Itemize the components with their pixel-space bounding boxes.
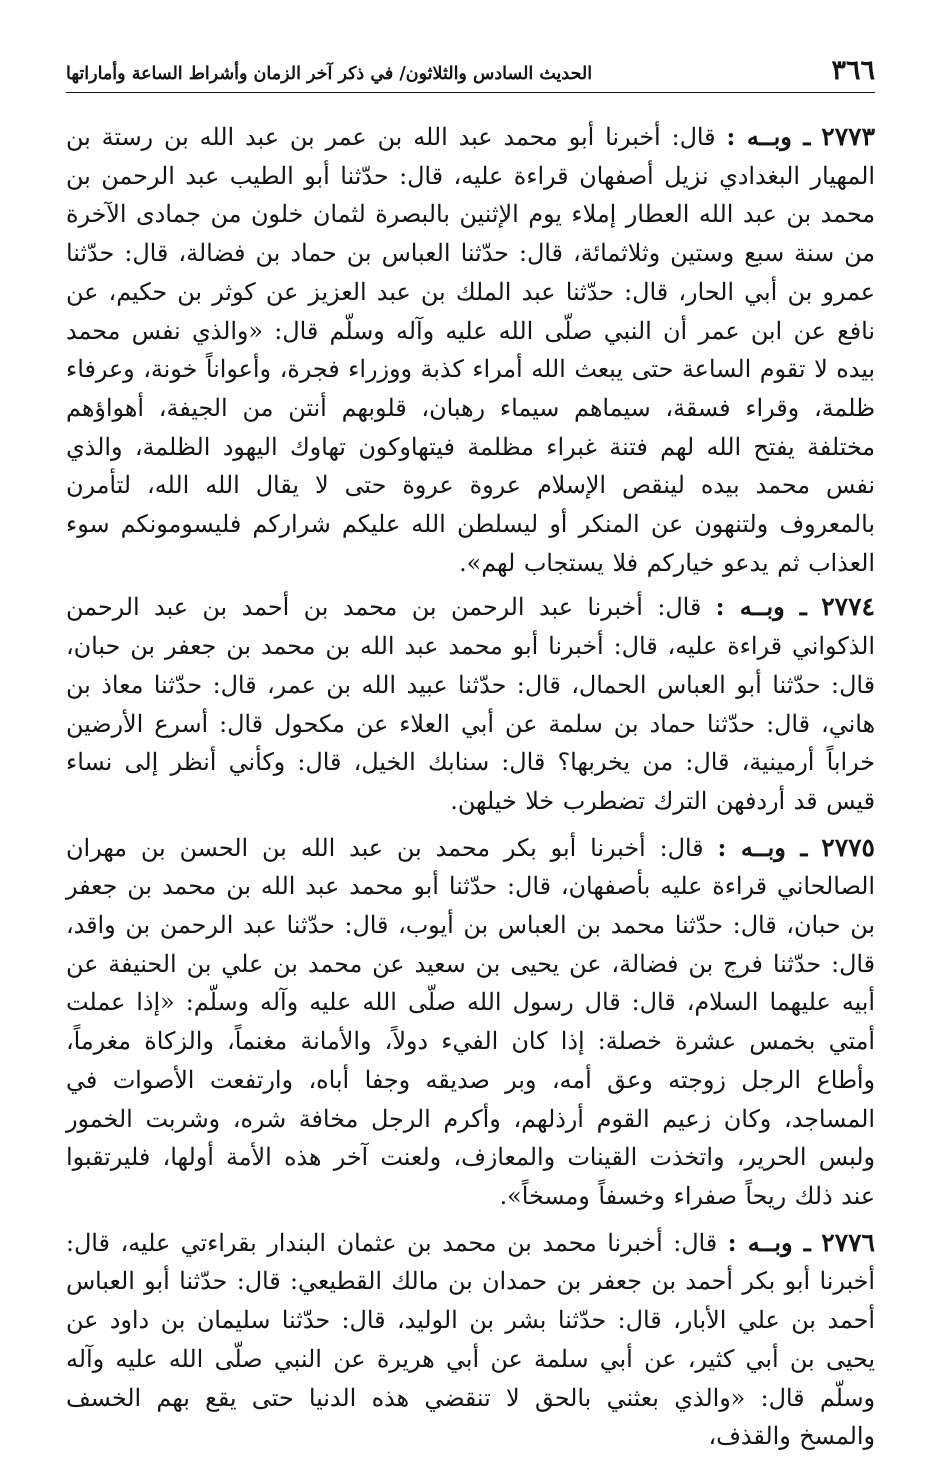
hadith-number: ٢٧٧٣ [821, 122, 875, 151]
hadith-number: ٢٧٧٤ [821, 592, 875, 622]
entry-lead: ـ وبــه : [727, 1228, 811, 1257]
entry-lead: ـ وبــه : [726, 123, 811, 151]
running-title: الحديث السادس والثلاثون/ في ذكر آخر الزمان وأشراط الساعة وأماراتها [66, 64, 593, 84]
entry-paragraph [66, 118, 875, 582]
entry-text: قال: أخبرنا عبد الرحمن بن محمد بن أحمد بن عبد الرحمن الذكواني قراءة عليه، قال: أخبرنا أبو محمد عبد الله بن محمد بن جعفر بن حبان، قال: حدّثنا أبو العباس الحمال، قال: حدّثنا عبيد الله بن عمر، قال: حدّثنا معاذ بن هاني، قال: حدّثنا حماد بن سلمة عن أبي العلاء عن مكحول قال: أسرع الأرضين خراباً أرمينية، قال: من يخربها؟ قال: سنابك الخيل، قال: وكأني أنظر إلى نساء قيس قد أردفهن الترك تضطرب خلا خيلهن. [66, 593, 875, 815]
hadith-entry [66, 118, 875, 582]
hadith-entry [66, 588, 875, 820]
hadith-number: ٢٧٧٦ [821, 1227, 875, 1257]
page-header [66, 52, 875, 93]
entry-lead: ـ وبــه : [717, 833, 808, 862]
entry-paragraph [66, 829, 875, 1216]
hadith-entry [66, 1224, 875, 1456]
entry-paragraph [66, 588, 875, 820]
entry-lead: ـ وبــه : [715, 593, 807, 622]
entry-text: قال: أخبرنا أبو محمد عبد الله بن عمر بن عبد الله بن رستة بن المهيار البغدادي نزيل أصفهان قراءة عليه، قال: حدّثنا أبو الطيب عبد الرحمن بن محمد بن عبد الله العطار إملاء يوم الإثنين بالبصرة لثمان خلون من جمادى الآخرة من سنة سبع وستين وثلاثمائة، قال: حدّثنا العباس بن حماد بن فضالة، قال: حدّثنا عمرو بن أبي الحار، قال: حدّثنا عبد الملك بن عبد العزيز عن كوثر بن حكيم، عن نافع عن ابن عمر أن النبي صلّى الله عليه وآله وسلّم قال: «والذي نفس محمد بيده لا تقوم الساعة حتى يبعث الله أمراء كذبة ووزراء فجرة، وأعواناً خونة، وعرفاء ظلمة، وقراء فسقة، سيماهم سيماء رهبان، قلوبهم أنتن من الجيفة، أهواؤهم مختلفة يفتح الله لهم فتنة غبراء مظلمة فيتهاوكون تهاوك اليهود الظلمة، والذي نفس محمد بيده لينقص الإسلام عروة عروة حتى لا يقال الله الله، لتأمرن بالمعروف ولتنهون عن المنكر أو ليسلطن الله عليكم شراركم فليسومونكم سوء العذاب ثم يدعو خياركم فلا يستجاب لهم». [66, 123, 875, 577]
page-body [66, 118, 875, 1460]
hadith-number: ٢٧٧٥ [821, 832, 875, 862]
entry-text: قال: أخبرنا أبو بكر محمد بن عبد الله بن الحسن بن مهران الصالحاني قراءة عليه بأصفهان، قال: حدّثنا أبو محمد عبد الله بن محمد بن جعفر بن حبان، قال: حدّثنا محمد بن العباس بن أيوب، قال: حدّثنا عبد الرحمن بن واقد، قال: حدّثنا فرج بن فضالة، عن يحيى بن سعيد عن محمد بن علي بن الحنيفة عن أبيه عليهما السلام، قال: قال رسول الله صلّى الله عليه وآله وسلّم: «إذا عملت أمتي بخمس عشرة خصلة: إذا كان الفيء دولاً، والأمانة مغنماً، والزكاة مغرماً، وأطاع الرجل زوجته وعق أمه، وبر صديقه وجفا أباه، وارتفعت الأصوات في المساجد، وكان زعيم القوم أرذلهم، وأكرم الرجل مخافة شره، وشربت الخمور ولبس الحرير، واتخذت القينات والمعازف، ولعنت آخر هذه الأمة أولها، فليرتقبوا عند ذلك ريحاً صفراء وخسفاً ومسخاً». [66, 833, 875, 1210]
entry-paragraph [66, 1224, 875, 1456]
page-number: ٣٦٦ [831, 55, 875, 86]
hadith-entry [66, 829, 875, 1216]
entry-text: قال: أخبرنا محمد بن محمد بن عثمان البندار بقراءتي عليه، قال: أخبرنا أبو بكر أحمد بن جعفر بن حمدان بن مالك القطيعي: قال: حدّثنا أبو العباس أحمد بن علي الأبار، قال: حدّثنا بشر بن الوليد، قال: حدّثنا سليمان بن داود عن يحيى بن أبي كثير، عن أبي سلمة عن أبي هريرة عن النبي صلّى الله عليه وآله وسلّم قال: «والذي بعثني بالحق لا تنقضي هذه الدنيا حتى يقع بهم الخسف والمسخ والقذف، [66, 1228, 875, 1451]
